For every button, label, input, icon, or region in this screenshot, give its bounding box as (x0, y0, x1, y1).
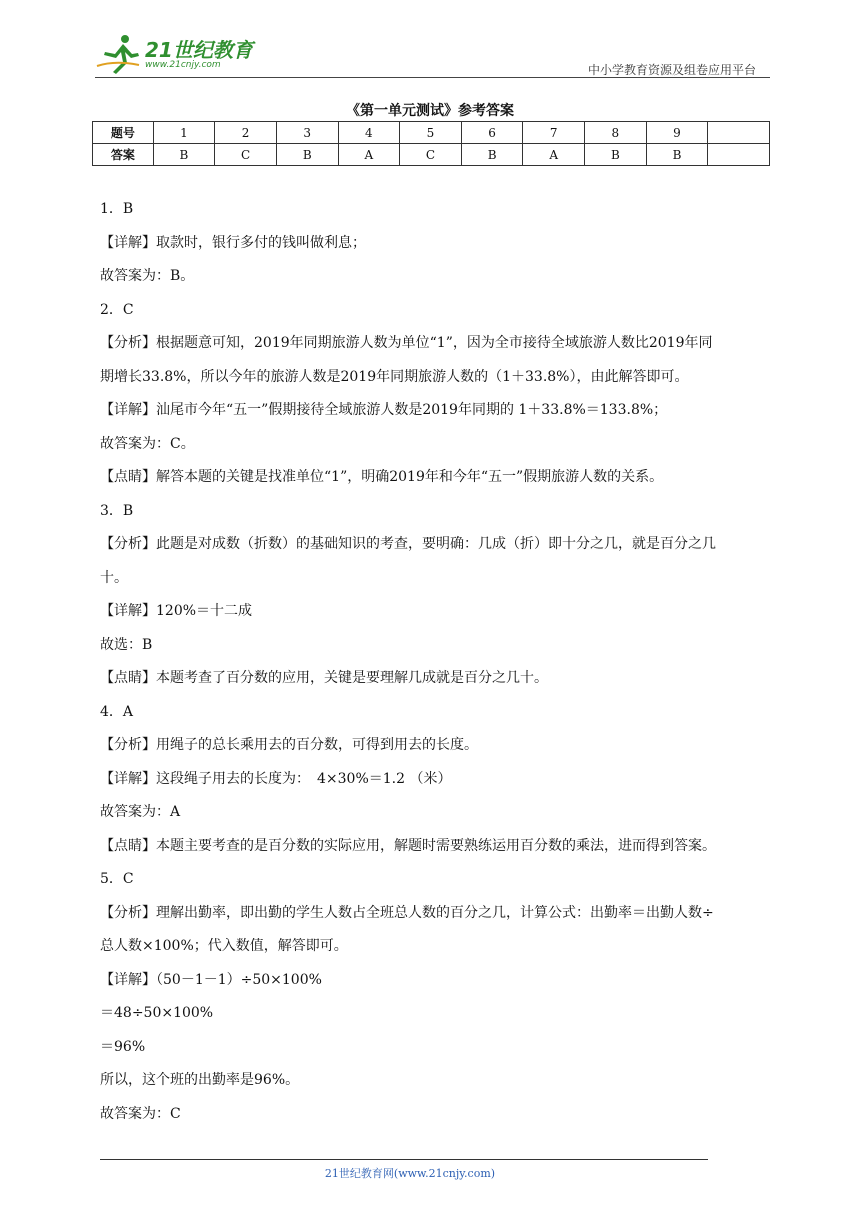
text-line: 【详解】汕尾市今年“五一”假期接待全域旅游人数是2019年同期的 1＋33.8%＝133.8%； (100, 402, 668, 418)
answer-explanations (100, 196, 780, 1134)
text-line: ＝96% (100, 1038, 146, 1055)
text-line: 总人数×100%；代入数值，解答即可。 (100, 938, 348, 954)
text-line: 【详解】（50－1－1）÷50×100% (100, 971, 322, 988)
answer-cell (708, 144, 770, 166)
text-line: ＝48÷50×100% (100, 1005, 214, 1021)
text-line: 【详解】这段绳子用去的长度为： 4×30%＝1.2 （米） (100, 770, 452, 787)
answer-cell: B (276, 144, 338, 166)
logo-text: 21世纪教育 (145, 38, 253, 62)
answer-cell: B (461, 144, 523, 166)
question-number: 9 (646, 122, 708, 144)
table-row (93, 144, 770, 166)
text-line: 【分析】理解出勤率，即出勤的学生人数占全班总人数的百分之几，计算公式：出勤率＝出勤人数÷ (100, 904, 714, 921)
question-number: 3 (276, 122, 338, 144)
platform-name: 中小学教育资源及组卷应用平台 (587, 63, 756, 77)
text-line: 【分析】此题是对成数（折数）的基础知识的考查，要明确：几成（折）即十分之几，就是百分之几 (100, 536, 716, 552)
header-divider (95, 77, 770, 78)
question-number: 2 (215, 122, 277, 144)
text-line: 【点睛】本题主要考查的是百分数的实际应用，解题时需要熟练运用百分数的乘法，进而得到答案。 (100, 837, 716, 854)
text-line: 故答案为：A (100, 804, 181, 820)
page-header (95, 28, 770, 80)
footer-link[interactable]: 21世纪教育网(www.21cnjy.com) (324, 1167, 496, 1180)
answer-table (92, 121, 770, 166)
question-number: 6 (461, 122, 523, 144)
text-line: 2．C (100, 301, 134, 318)
text-line: 故答案为：C。 (100, 435, 195, 452)
logo-url: www.21cnjy.com (145, 60, 221, 70)
question-number: 4 (338, 122, 400, 144)
text-line: 【分析】用绳子的总长乘用去的百分数，可得到用去的长度。 (100, 737, 478, 753)
answer-cell: A (338, 144, 400, 166)
text-line: 期增长33.8%，所以今年的旅游人数是2019年同期旅游人数的（1＋33.8%），由此解答即可。 (100, 368, 689, 385)
text-line: 5．C (100, 871, 134, 887)
answer-cell: B (585, 144, 647, 166)
runner-logo-icon (95, 32, 143, 76)
text-line: 【分析】根据题意可知，2019年同期旅游人数为单位“1”，因为全市接待全域旅游人数比2019年同 (100, 335, 713, 351)
text-line: 【点睛】解答本题的关键是找准单位“1”，明确2019年和今年“五一”假期旅游人数的关系。 (100, 469, 664, 485)
text-line: 【详解】120%＝十二成 (100, 603, 253, 619)
text-line: 【详解】取款时，银行多付的钱叫做利息； (100, 234, 366, 251)
text-line: 故选：B (100, 636, 153, 653)
answer-cell: C (215, 144, 277, 166)
row-label-number: 题号 (93, 122, 154, 144)
question-number: 8 (585, 122, 647, 144)
footer-divider (100, 1159, 708, 1160)
question-number: 5 (400, 122, 462, 144)
question-number: 7 (523, 122, 585, 144)
text-line: 【点睛】本题考查了百分数的应用，关键是要理解几成就是百分之几十。 (100, 670, 548, 686)
logo (95, 32, 265, 76)
table-row (93, 122, 770, 144)
text-line: 3．B (100, 502, 134, 519)
text-line: 1．B (100, 201, 134, 217)
question-number: 1 (153, 122, 215, 144)
answer-cell: B (646, 144, 708, 166)
text-line: 故答案为：B。 (100, 268, 195, 284)
page-title: 《第一单元测试》参考答案 (346, 103, 514, 119)
text-line: 故答案为：C (100, 1105, 181, 1122)
question-number (708, 122, 770, 144)
answer-cell: A (523, 144, 585, 166)
answer-cell: C (400, 144, 462, 166)
text-line: 4．A (100, 703, 134, 720)
answer-cell: B (153, 144, 215, 166)
text-line: 十。 (100, 569, 128, 586)
text-line: 所以，这个班的出勤率是96%。 (100, 1072, 300, 1088)
row-label-answer: 答案 (93, 144, 154, 166)
